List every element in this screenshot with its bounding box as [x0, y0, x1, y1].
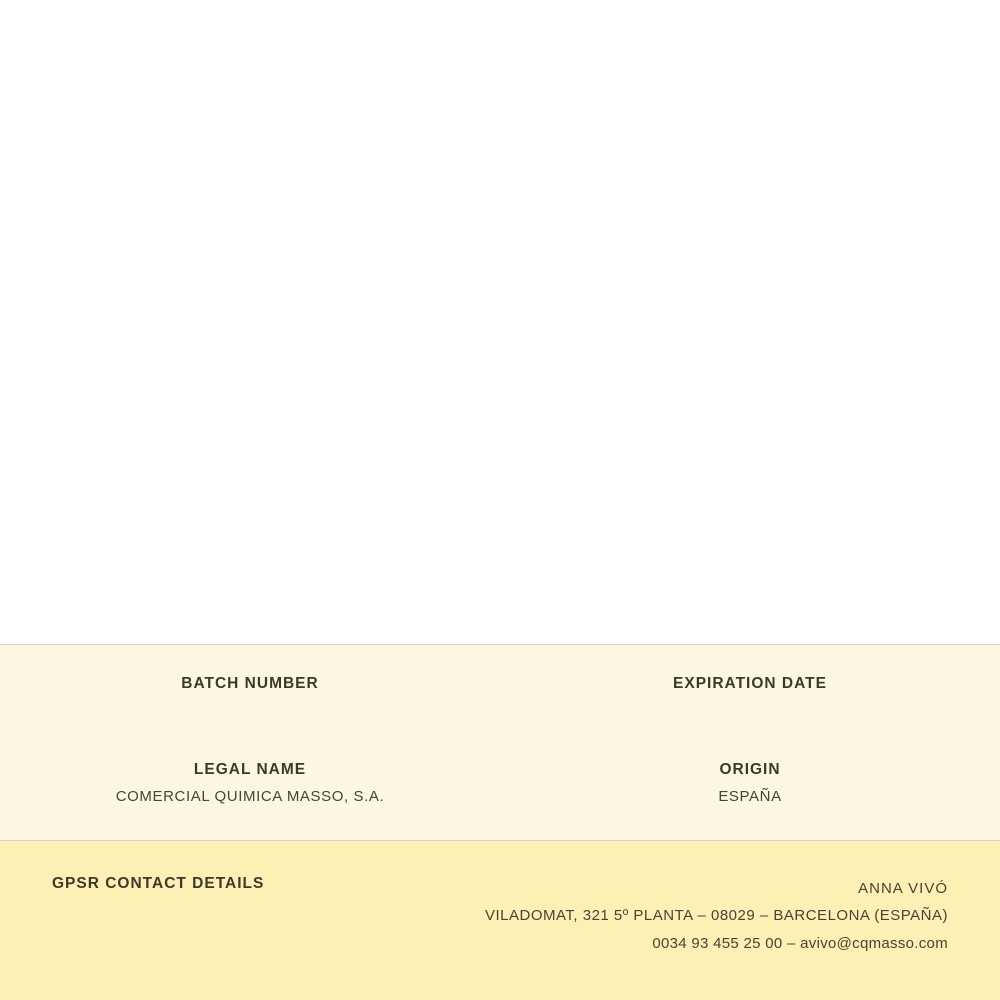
gpsr-contact-details	[485, 875, 948, 957]
field-legal-name	[0, 761, 500, 805]
expiration-date-label: EXPIRATION DATE	[673, 675, 827, 692]
field-expiration-date	[500, 675, 1000, 702]
origin-label: ORIGIN	[719, 761, 781, 778]
info-row-batch-expiration	[0, 645, 1000, 702]
gpsr-contact-name: ANNA VIVÓ	[858, 880, 948, 897]
origin-value: ESPAÑA	[718, 788, 782, 805]
gpsr-contact-phone-email: 0034 93 455 25 00 – avivo@cqmasso.com	[652, 934, 948, 952]
gpsr-contact-address: VILADOMAT, 321 5º PLANTA – 08029 – BARCELONA (ESPAÑA)	[484, 907, 948, 925]
legal-name-value: COMERCIAL QUIMICA MASSO, S.A.	[115, 788, 385, 805]
gpsr-contact-inner	[0, 841, 1000, 957]
info-row-legalname-origin	[0, 702, 1000, 805]
product-info-band	[0, 645, 1000, 840]
field-batch-number	[0, 675, 500, 702]
field-origin	[500, 761, 1000, 805]
batch-number-label: BATCH NUMBER	[181, 675, 319, 692]
gpsr-contact-band	[0, 841, 1000, 1000]
legal-name-label: LEGAL NAME	[193, 761, 307, 778]
gpsr-contact-title: GPSR CONTACT DETAILS	[52, 875, 265, 892]
